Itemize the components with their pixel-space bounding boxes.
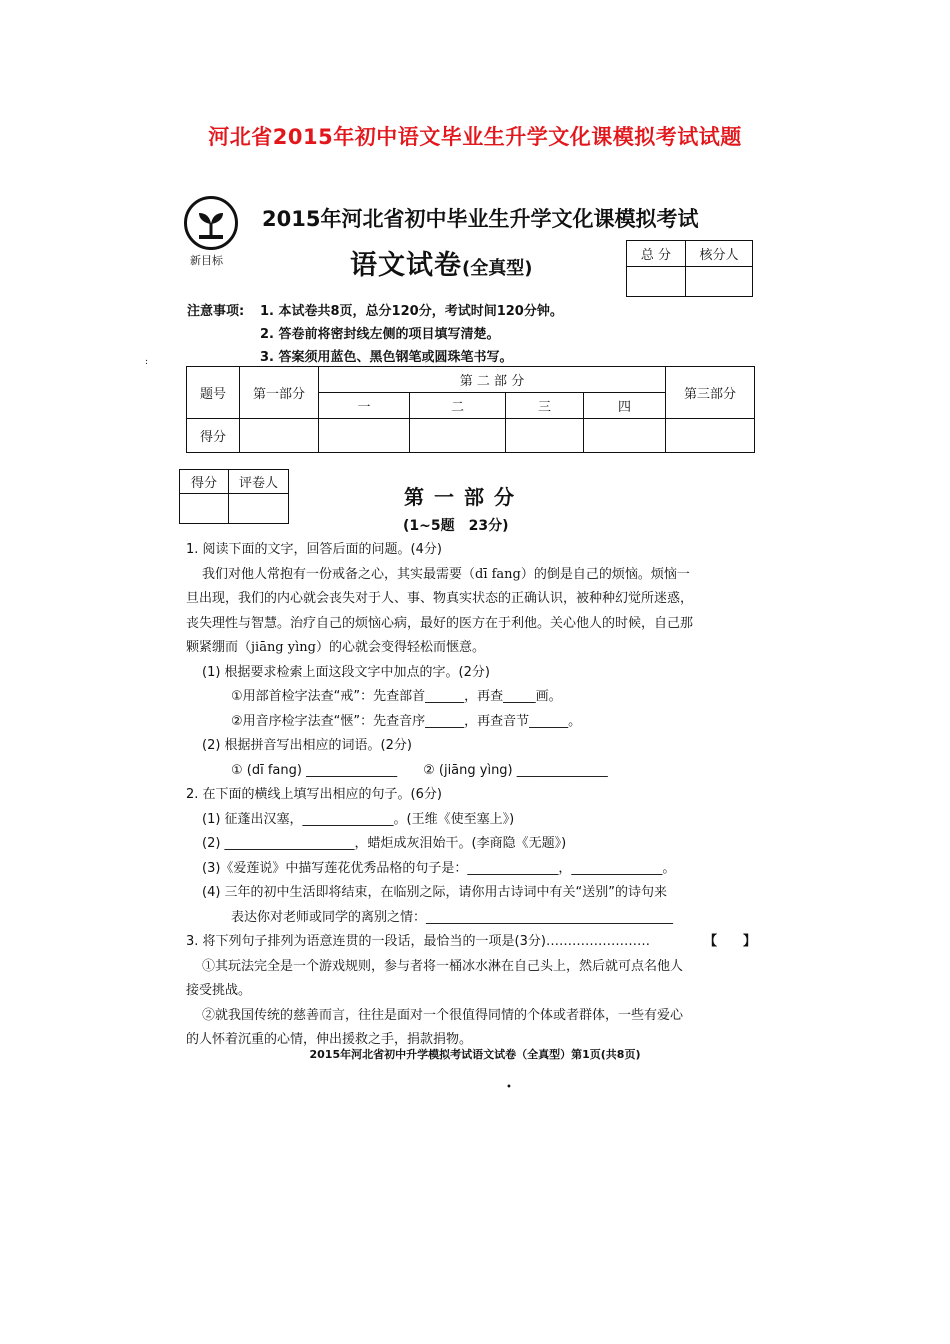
passage-line: 接受挑战。: [186, 983, 252, 998]
question-3-text: 3. 将下列句子排列为语意连贯的一段话，最恰当的一项是(3分)……………………: [186, 934, 650, 949]
part2-sub-2: 二: [410, 393, 506, 419]
question-line: [186, 930, 756, 955]
note-item: 2. 答卷前将密封线左侧的项目填写清楚。: [260, 327, 500, 342]
question-line: ① (dī fang) ______________ ② (jiāng yìng) ______________: [231, 762, 608, 778]
checker-cell[interactable]: [686, 267, 753, 297]
sprout-logo-icon: [184, 196, 238, 250]
score-cell[interactable]: [506, 419, 584, 453]
part2-header: 第 二 部 分: [319, 367, 666, 393]
score-cell[interactable]: [584, 419, 666, 453]
part-title: 第一部分: [404, 485, 524, 509]
score-table: [186, 366, 755, 453]
question-line: (1) 征蓬出汉塞，______________。(王维《使至塞上》): [202, 811, 515, 827]
note-item: 1. 本试卷共8页，总分120分，考试时间120分钟。: [260, 304, 563, 319]
question-line: (3)《爱莲说》中描写莲花优秀品格的句子是：______________，______________。: [202, 860, 676, 876]
note-item: 3. 答案须用蓝色、黑色钢笔或圆珠笔书写。: [260, 350, 513, 365]
passage-line: 丧失理性与智慧。治疗自己的烦恼心病，最好的医方在于利他。关心他人的时候，自己那: [186, 615, 694, 631]
passage-line: 的人怀着沉重的心情，伸出援救之手，捐款捐物。: [186, 1032, 473, 1047]
row-label-score: 得分: [187, 419, 240, 453]
notes-label: 注意事项:: [187, 304, 245, 319]
paper-title: [350, 243, 532, 282]
answer-bracket[interactable]: 【 】: [703, 934, 756, 949]
paper-type: (全真型): [462, 258, 533, 279]
total-score-header: 总 分: [627, 241, 686, 267]
passage-line: ①其玩法完全是一个游戏规则，参与者将一桶冰水淋在自己头上，然后就可点名他人: [202, 958, 684, 974]
question-line: (2) 根据拼音写出相应的词语。(2分): [202, 738, 412, 753]
question-line: (4) 三年的初中生活即将结束，在临别之际，请你用古诗词中有关“送别”的诗句来: [202, 885, 668, 900]
question-line: (2) ____________________，蜡炬成灰泪始干。(李商隐《无题》): [202, 836, 567, 851]
grader-score-header: 得分: [180, 470, 229, 494]
part-subtitle: (1~5题 23分): [403, 518, 509, 534]
question-line: 表达你对老师或同学的离别之情：______________________________________: [231, 909, 674, 925]
question-line: 2. 在下面的横线上填写出相应的句子。(6分): [186, 787, 442, 802]
passage-line: 颗紧绷而（jiāng yìng）的心就会变得轻松而惬意。: [186, 640, 485, 655]
passage-line: 我们对他人常抱有一份戒备之心，其实最需要（dī fang）的倒是自己的烦恼。烦恼一: [202, 566, 690, 582]
score-cell[interactable]: [410, 419, 506, 453]
margin-mark: :: [145, 357, 149, 367]
passage-line: ②就我国传统的慈善而言，往往是面对一个很值得同情的个体或者群体，一些有爱心: [202, 1007, 684, 1023]
grader-name-header: 评卷人: [229, 470, 289, 494]
checker-header: 核分人: [686, 241, 753, 267]
passage-line: 旦出现，我们的内心就会丧失对于人、事、物真实状态的正确认识，被种种幻觉所迷惑，: [186, 591, 694, 606]
total-score-box: [626, 240, 753, 297]
scan-dot: •: [506, 1082, 512, 1093]
part1-header: 第一部分: [240, 367, 319, 419]
part2-sub-4: 四: [584, 393, 666, 419]
document-title: 河北省2015年初中语文毕业生升学文化课模拟考试试题: [208, 125, 742, 149]
part2-sub-3: 三: [506, 393, 584, 419]
part3-header: 第三部分: [666, 367, 755, 419]
page-footer: 2015年河北省初中升学模拟考试语文试卷（全真型）第1页(共8页): [309, 1048, 641, 1061]
question-line: ①用部首检字法查“戒”：先查部首______，再查_____画。: [231, 689, 562, 704]
question-line: (1) 根据要求检索上面这段文字中加点的字。(2分): [202, 664, 490, 680]
exam-title: 2015年河北省初中毕业生升学文化课模拟考试: [262, 207, 699, 231]
row-label-number: 题号: [187, 367, 240, 419]
score-cell[interactable]: [240, 419, 319, 453]
notes: [187, 300, 563, 369]
question-line: ②用音序检字法查“惬”：先查音序______，再查音节______。: [231, 713, 582, 729]
logo-caption: 新目标: [190, 254, 223, 267]
paper-title-text: 语文试卷: [350, 250, 462, 281]
part2-sub-1: 一: [319, 393, 410, 419]
question-line: 1. 阅读下面的文字，回答后面的问题。(4分): [186, 542, 442, 557]
grader-score-cell[interactable]: [180, 494, 229, 524]
total-score-cell[interactable]: [627, 267, 686, 297]
grader-box: [179, 469, 289, 524]
score-cell[interactable]: [319, 419, 410, 453]
question-body: [186, 538, 756, 1053]
grader-name-cell[interactable]: [229, 494, 289, 524]
score-cell[interactable]: [666, 419, 755, 453]
